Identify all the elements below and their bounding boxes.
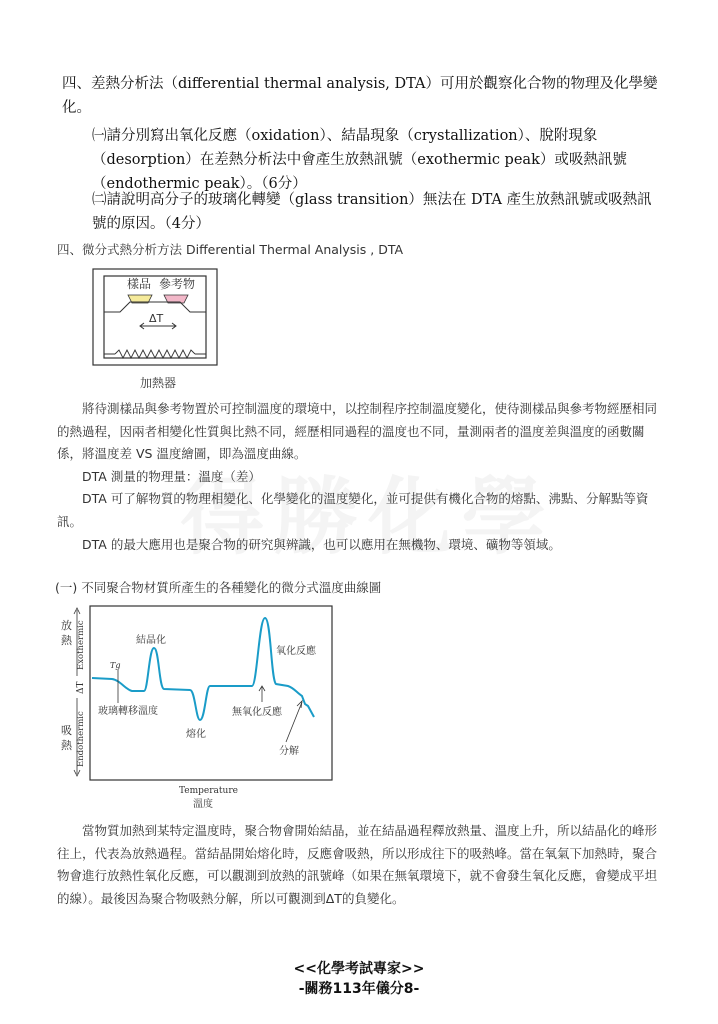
body-paragraph-4: DTA 的最大應用也是聚合物的研究與辨識，也可以應用在無機物、環境、礦物等領域。 <box>82 537 561 552</box>
tg-label: Tg <box>110 661 121 670</box>
body-paragraph-3: DTA 可了解物質的物理相變化、化學變化的溫度變化，並可提供有機化合物的熔點、沸點、分解點等資訊。 <box>57 491 649 529</box>
dta-curve-line <box>92 618 314 720</box>
heater-coil <box>115 350 195 358</box>
chart-section-title: (一) 不同聚合物材質所產生的各種變化的微分式溫度曲線圖 <box>55 580 382 595</box>
question-part-2: ㈡請說明高分子的玻璃化轉變（glass transition）無法在 DTA 產生放熱訊號或吸熱訊號的原因。（4分） <box>92 192 652 232</box>
question-main: 四、差熱分析法（differential thermal analysis, DTA）可用於觀察化合物的物理及化學變化。 <box>62 76 658 116</box>
body-paragraph-1: 將待測樣品與參考物置於可控制溫度的環境中，以控制程序控制溫度變化，使待測樣品與參考物經歷相同的熱過程，因兩者相變化性質與比熱不同，經歷相同過程的溫度也不同，量測兩者的溫度差與溫度的函數關係，將溫度差 VS 溫度繪圖，即為溫度曲線。 <box>57 401 658 461</box>
sample-label: 樣品 <box>127 277 152 291</box>
decomposition-arrow-head <box>297 701 302 708</box>
exothermic-zh-top: 放 <box>61 619 72 632</box>
exothermic-zh-bottom: 熱 <box>61 634 72 647</box>
footer-brand: <<化學考試專家>> <box>293 961 425 977</box>
endothermic-en-label: Endothermic <box>76 711 86 767</box>
decomposition-label: 分解 <box>279 746 299 757</box>
axis-labels-left <box>61 619 86 767</box>
section-title: 四、微分式熱分析方法 Differential Thermal Analysis , DTA <box>57 242 404 257</box>
no-oxidation-label: 無氧化反應 <box>232 707 282 718</box>
thermocouple <box>104 302 206 312</box>
dta-apparatus-diagram <box>90 266 240 394</box>
body-paragraph-2: DTA 測量的物理量：溫度（差） <box>82 469 261 484</box>
endothermic-zh-bottom: 熱 <box>61 739 72 752</box>
crystallization-label: 結晶化 <box>136 635 166 646</box>
body2-paragraph: 當物質加熱到某特定溫度時，聚合物會開始結晶，並在結晶過程釋放熱量、溫度上升，所以結晶化的峰形往上，代表為放熱過程。當結晶開始熔化時，反應會吸熱，所以形成往下的吸熱峰。當在氧氣下加熱時，聚合物會進行放熱性氧化反應，可以觀測到放熱的訊號峰（如果在無氧環境下，就不會發生氧化反應，會變成平坦的線）。最後因為聚合物吸熱分解，所以可觀測到ΔT的負變化。 <box>57 823 658 906</box>
endothermic-zh-top: 吸 <box>61 724 72 737</box>
x-axis-label-en: Temperature <box>179 786 238 796</box>
footer-page: -關務113年儀分8- <box>298 981 420 997</box>
decomposition-pointer <box>286 702 302 742</box>
glass-transition-label: 玻璃轉移溫度 <box>98 706 158 717</box>
melting-label: 熔化 <box>186 729 206 740</box>
x-axis-label-zh: 溫度 <box>193 799 213 810</box>
reference-label: 參考物 <box>159 277 196 291</box>
heater-label: 加熱器 <box>140 376 177 390</box>
question-part-1: ㈠請分別寫出氧化反應（oxidation）、結晶現象（crystallization）、脫附現象（desorption）在差熱分析法中會產生放熱訊號（exothermic peak）或吸熱訊號（endothermic peak）。（6分） <box>92 128 627 192</box>
dta-curve-chart <box>52 602 342 812</box>
exothermic-en-label: Exothermic <box>76 620 86 670</box>
oxidation-label: 氧化反應 <box>276 646 316 657</box>
delta-t-axis-label: ΔT <box>76 681 86 694</box>
delta-t-label: ΔT <box>149 312 164 325</box>
